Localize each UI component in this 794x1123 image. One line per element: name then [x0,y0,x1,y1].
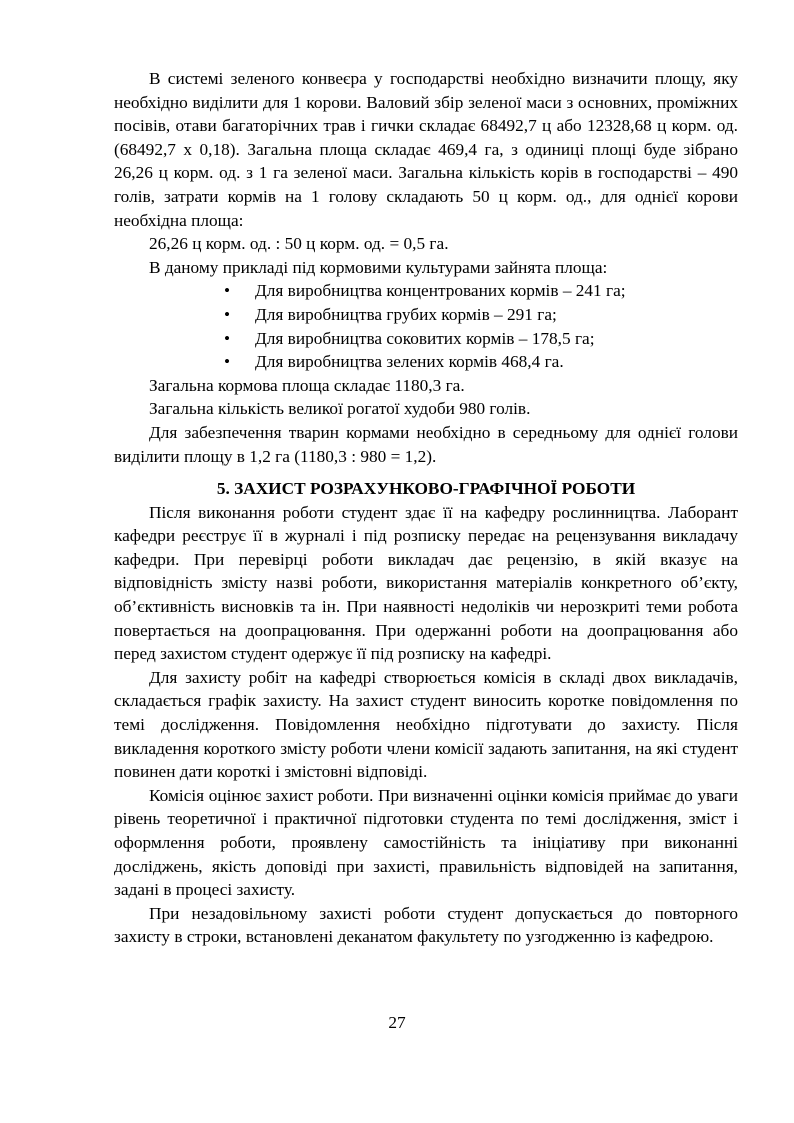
bullet-icon: • [224,352,231,372]
document-page [114,67,738,949]
list-item-text: Для виробництва зелених кормів 468,4 га. [255,352,564,372]
section-paragraph: Для захисту робіт на кафедрі створюється комісія в складі двох викладачів, складається графік захисту. На захист студент виносить коротке повідомлення по темі дослідження. Повідомлення необхідно підготувати до захисту. Після викладення короткого змісту роботи члени комісії задають запитання, на які студент повинен дати короткі і змістовні відповіді. [114,667,738,782]
section-paragraph: При незадовільному захисті роботи студент допускається до повторного захисту в строки, встановлені деканатом факультету по узгодженню із кафедрою. [114,903,738,947]
bullet-icon: • [224,328,231,348]
list-item [114,303,738,327]
bullet-icon: • [224,281,231,301]
list-item-text: Для виробництва грубих кормів – 291 га; [255,304,557,324]
section-paragraph: Після виконання роботи студент здає її на кафедру рослинництва. Лаборант кафедри реєструє її в журналі і під розписку передає на рецензування викладачу кафедри. При перевірці роботи викладач дає рецензію, в якій вказує на відповідність змісту назві роботи, використання матеріалів конкретного об’єкту, об’єктивність висновків та ін. При наявності недоліків чи нерозкриті теми робота повертається на доопрацювання. При одержанні роботи на доопрацювання або перед захистом студент одержує її під розписку на кафедрі. [114,502,738,664]
feed-paragraph: Для забезпечення тварин кормами необхідно в середньому для однієї голови виділити площу в 1,2 га (1180,3 : 980 = 1,2). [114,422,738,466]
bullet-list [114,279,738,373]
total-cattle-line: Загальна кількість великої рогатої худоби 980 голів. [149,399,531,419]
page-number: 27 [388,1013,406,1032]
calculation-line: 26,26 ц корм. од. : 50 ц корм. од. = 0,5 га. [149,234,449,254]
list-item-text: Для виробництва концентрованих кормів – 241 га; [255,281,626,301]
list-item [114,327,738,351]
example-intro: В даному прикладі під кормовими культурами зайнята площа: [149,257,608,277]
total-area-line: Загальна кормова площа складає 1180,3 га. [149,375,465,395]
list-item [114,350,738,374]
list-item [114,279,738,303]
bullet-icon: • [224,304,231,324]
list-item-text: Для виробництва соковитих кормів – 178,5 га; [255,328,595,348]
intro-paragraph: В системі зеленого конвеєра у господарстві необхідно визначити площу, яку необхідно виділити для 1 корови. Валовий збір зеленої маси з основних, проміжних посівів, отави багаторічних трав і гички складає 68492,7 ц або 12328,68 ц корм. од. (68492,7 х 0,18). Загальна площа складає 469,4 га, з одиниці площі буде зібрано 26,26 ц корм. од. з 1 га зеленої маси. Загальна кількість корів в господарстві – 490 голів, затрати кормів на 1 голову складають 50 ц корм. од., для однієї корови необхідна площа: [114,69,738,230]
section-paragraph: Комісія оцінює захист роботи. При визначенні оцінки комісія приймає до уваги рівень теоретичної і практичної підготовки студента по темі дослідження, зміст і оформлення роботи, проявлену самостійність та ініціативу при виконанні досліджень, якість доповіді при захисті, правильність відповідей на запитання, задані в процесі захисту. [114,785,738,900]
section-heading: 5. ЗАХИСТ РОЗРАХУНКОВО-ГРАФІЧНОЇ РОБОТИ [216,479,636,499]
